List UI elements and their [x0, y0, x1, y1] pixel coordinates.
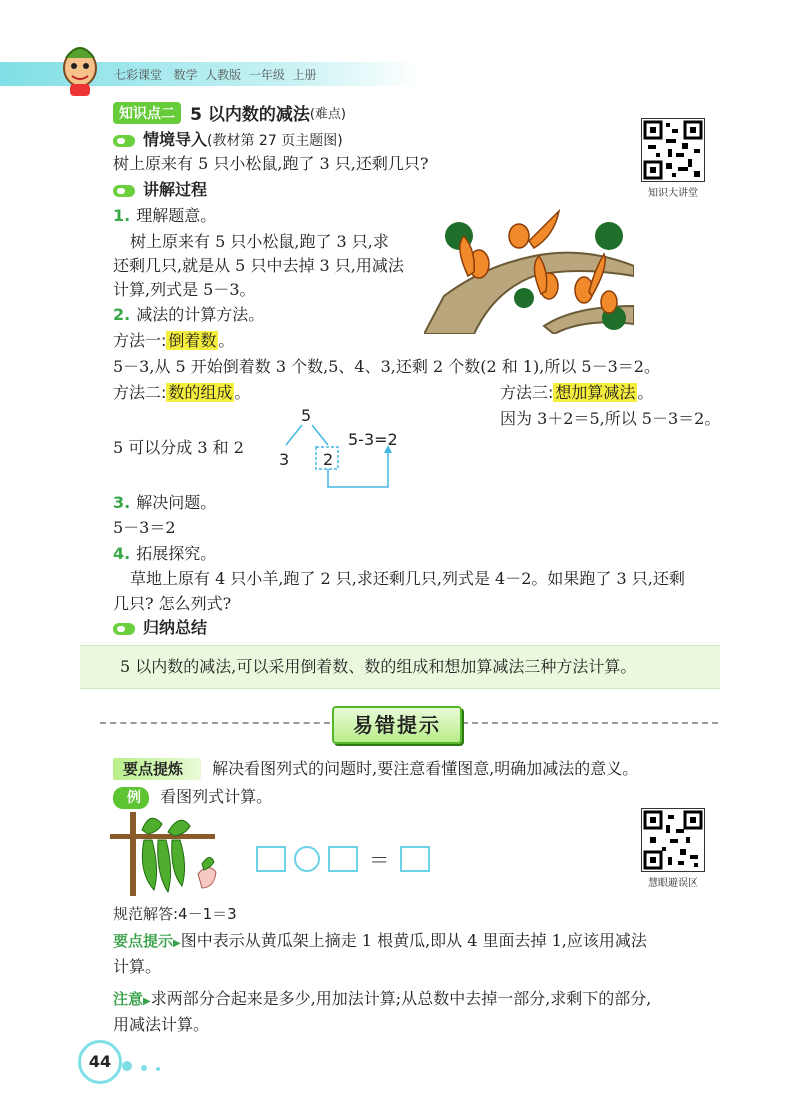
- key-point-label: 要点提炼: [113, 758, 201, 780]
- method3-text: 因为 3＋2＝5,所以 5－3＝2。: [500, 409, 721, 428]
- operator-circle[interactable]: [294, 846, 320, 872]
- page-number-badge: 44: [78, 1040, 122, 1084]
- method1-text: 5－3,从 5 开始倒着数 3 个数,5、4、3,还剩 2 个数(2 和 1),所以 5－3＝2。: [113, 357, 660, 376]
- intro-heading-row: [113, 129, 343, 152]
- number-decomposition-diagram: [270, 405, 410, 495]
- method1-row: 方法一: 倒着数 。: [113, 331, 235, 350]
- step4-line2: 几只? 怎么列式?: [113, 594, 232, 613]
- mascot-icon: [56, 38, 102, 98]
- note-row: 注意▶求两部分合起来是多少,用加法计算;从总数中去掉一部分,求剩下的部分,: [113, 989, 652, 1008]
- note-label: 注意: [113, 990, 144, 1008]
- step4-title: 4. 拓展探究。: [113, 544, 217, 563]
- qr1-label: 知识大讲堂: [648, 188, 698, 199]
- diagram-right: 2: [323, 450, 334, 469]
- key-point-row: 要点提炼 解决看图列式的问题时,要注意看懂图意,明确加减法的意义。: [113, 758, 638, 780]
- answer-box-2[interactable]: [328, 846, 358, 872]
- diagram-left: 3: [279, 450, 290, 469]
- process-heading: 讲解过程: [143, 180, 208, 199]
- bullet-icon: [113, 135, 135, 147]
- step1-title: 1. 理解题意。: [113, 206, 217, 225]
- tip-label: 要点提示: [113, 932, 174, 950]
- section-badge: 知识点二: [113, 102, 181, 124]
- blank-equation: ＝: [256, 844, 430, 873]
- method2-row: 方法二: 数的组成 。: [113, 383, 251, 402]
- method1-name: 倒着数: [168, 331, 217, 350]
- cucumber-trellis-illustration: [110, 812, 225, 896]
- section-title: 5 以内数的减法: [190, 105, 310, 125]
- method3-name: 想加算减法: [555, 383, 636, 402]
- step3-title: 3. 解决问题。: [113, 493, 217, 512]
- step4-line1: 草地上原有 4 只小羊,跑了 2 只,求还剩几只,列式是 4－2。如果跑了 3 只,还剩: [130, 569, 685, 588]
- dashed-divider-right: [462, 722, 718, 724]
- summary-heading: 归纳总结: [143, 618, 208, 637]
- process-heading-row: [113, 179, 207, 201]
- step3-answer: 5－3＝2: [113, 518, 176, 537]
- answer-box-1[interactable]: [256, 846, 286, 872]
- bullet-icon: [113, 623, 135, 635]
- qr-code-icon: [641, 118, 705, 182]
- note-line2: 用减法计算。: [113, 1015, 210, 1034]
- dashed-divider-left: [100, 722, 330, 724]
- method2-text: 5 可以分成 3 和 2: [113, 438, 244, 457]
- bullet-icon: [113, 185, 135, 197]
- method3-row: 方法三: 想加算减法 。: [500, 383, 654, 402]
- diagram-top: 5: [301, 406, 312, 425]
- step1-line3: 计算,列式是 5－3。: [113, 280, 256, 299]
- diagram-equation: 5-3=2: [348, 430, 398, 449]
- intro-source: (教材第 27 页主题图): [207, 133, 343, 149]
- qr2-label: 慧眼避误区: [648, 878, 698, 889]
- section-note: (难点): [309, 107, 346, 122]
- tip-row: 要点提示▶图中表示从黄瓜架上摘走 1 根黄瓜,即从 4 里面去掉 1,应该用减法: [113, 931, 647, 950]
- step1-line2: 还剩几只,就是从 5 只中去掉 3 只,用减法: [113, 256, 404, 275]
- example-row: 例 看图列式计算。: [113, 786, 272, 809]
- summary-heading-row: [113, 617, 207, 639]
- intro-heading: 情境导入: [143, 130, 208, 149]
- qr-code-icon: [641, 808, 705, 872]
- squirrels-in-tree-illustration: [424, 206, 634, 334]
- example-label: 例: [113, 787, 149, 809]
- header-text: 七彩课堂 数学 人教版 一年级 上册: [114, 68, 317, 82]
- page-dots: [122, 1056, 160, 1075]
- answer-box-3[interactable]: [400, 846, 430, 872]
- section-title-row: [113, 100, 346, 124]
- tip-line2: 计算。: [113, 957, 162, 976]
- summary-text: 5 以内数的减法,可以采用倒着数、数的组成和想加算减法三种方法计算。: [120, 657, 637, 676]
- step2-title: 2. 减法的计算方法。: [113, 305, 265, 324]
- method2-name: 数的组成: [168, 383, 233, 402]
- standard-answer: 规范解答:4－1＝3: [113, 905, 237, 923]
- step1-line1: 树上原来有 5 只小松鼠,跑了 3 只,求: [130, 232, 389, 251]
- intro-text: 树上原来有 5 只小松鼠,跑了 3 只,还剩几只?: [113, 154, 429, 173]
- error-banner: 易错提示: [332, 706, 462, 744]
